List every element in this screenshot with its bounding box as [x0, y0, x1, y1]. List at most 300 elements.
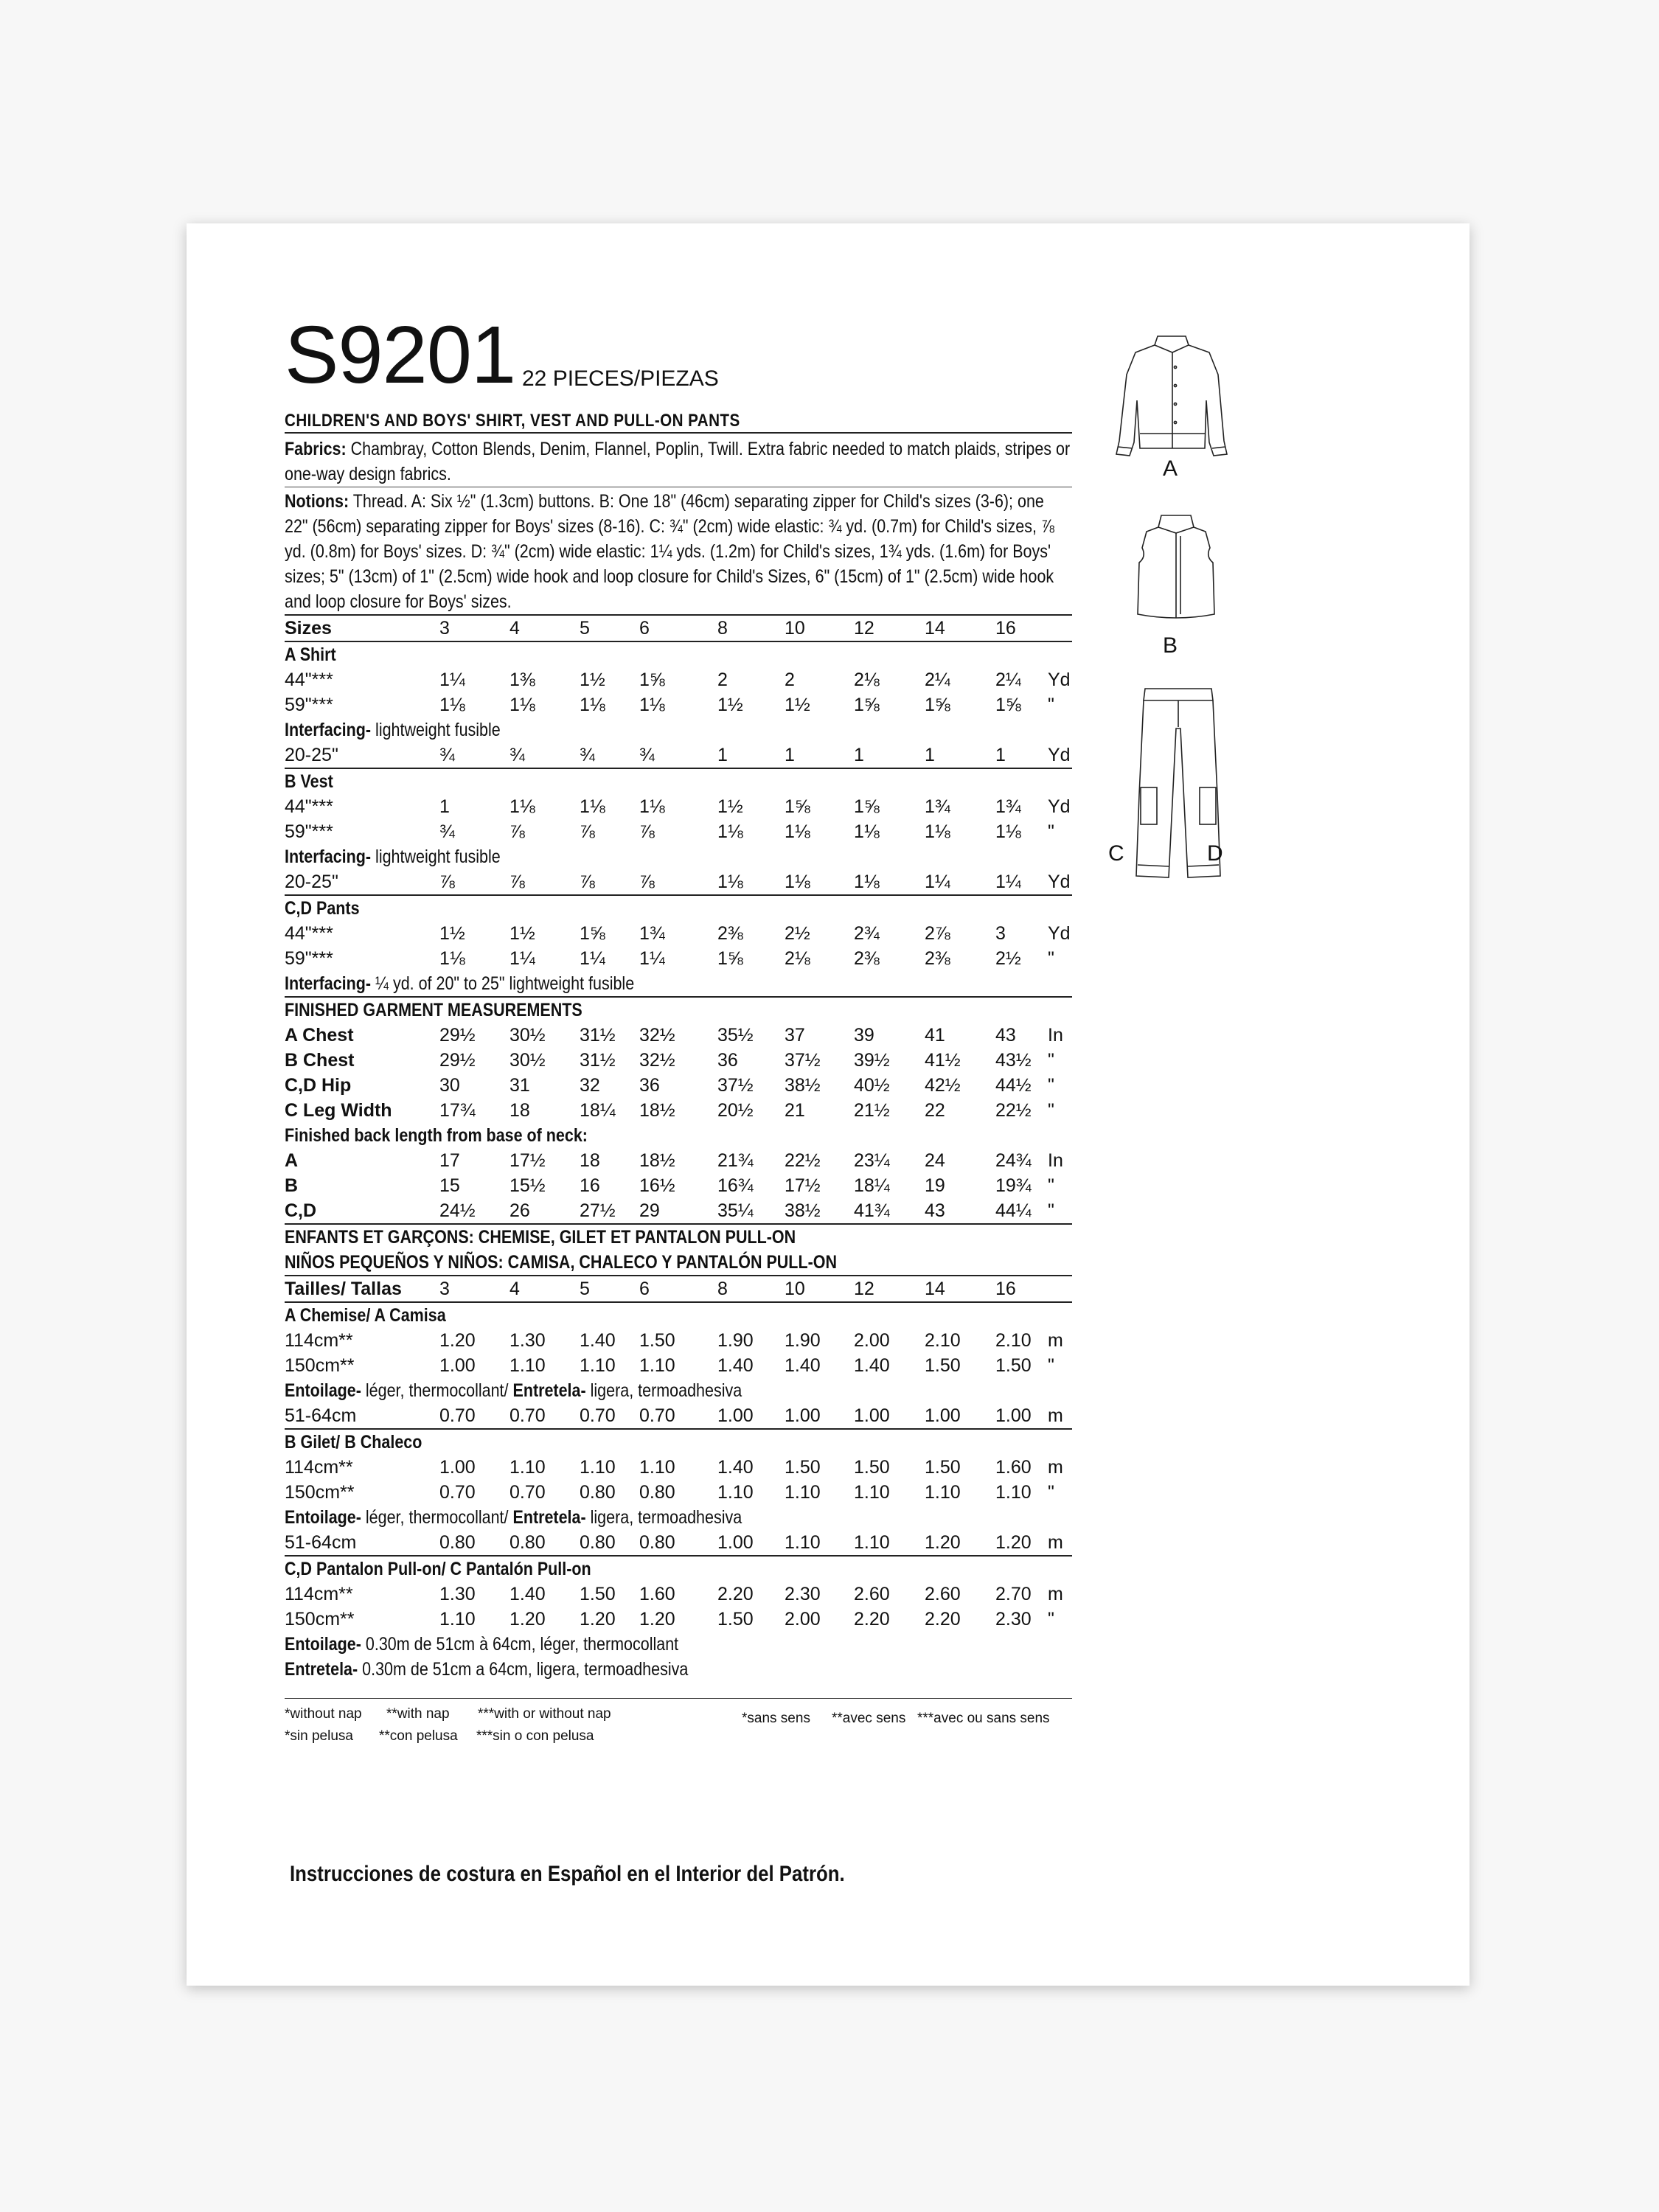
- row-value: 0.70: [580, 1405, 616, 1426]
- row-value: 2.20: [925, 1609, 961, 1630]
- metric-shirt-title: [285, 1303, 1072, 1328]
- row-value: 1.40: [785, 1355, 821, 1376]
- row-value: ¾: [439, 821, 455, 842]
- row-value: 31½: [580, 1050, 616, 1071]
- label: Interfacing-: [285, 720, 372, 740]
- row-value: 1⅛: [854, 821, 880, 842]
- row-label: 20-25": [285, 872, 338, 892]
- row-value: 1⅛: [717, 872, 743, 892]
- row-label: C Leg Width: [285, 1100, 392, 1121]
- row-value: 17½: [785, 1175, 821, 1196]
- row-value: 1⅛: [785, 821, 810, 842]
- notions-paragraph: [285, 489, 1071, 614]
- row-value: 1.00: [854, 1405, 890, 1426]
- yardage-row: [285, 946, 1072, 971]
- row-value: 1.00: [439, 1457, 476, 1478]
- footnotes: [285, 1706, 1072, 1750]
- row-label: 59"***: [285, 948, 333, 969]
- row-value: 27½: [580, 1200, 616, 1221]
- back-length-title: [285, 1123, 1072, 1148]
- row-value: 24: [925, 1150, 945, 1171]
- row-label: 44"***: [285, 923, 333, 944]
- row-value: 44¼: [995, 1200, 1032, 1221]
- row-value: 36: [717, 1050, 738, 1071]
- size-value: 16: [995, 618, 1016, 639]
- text: lightweight fusible: [371, 720, 501, 740]
- row-value: 1⅛: [925, 821, 950, 842]
- row-unit: m: [1048, 1405, 1063, 1426]
- row-value: 0.70: [509, 1482, 546, 1503]
- back-length-row: [285, 1198, 1072, 1223]
- metric-interfacing-row: [285, 1403, 1072, 1428]
- row-value: 19¾: [995, 1175, 1032, 1196]
- back-length-row: [285, 1173, 1072, 1198]
- sizes-label: Tailles/ Tallas: [285, 1279, 402, 1299]
- row-value: 2¾: [854, 923, 880, 944]
- row-value: 1.10: [785, 1482, 821, 1503]
- row-unit: ": [1048, 1200, 1054, 1221]
- row-value: 44½: [995, 1075, 1032, 1096]
- metric-pants-interfacing-es-text: [285, 1657, 688, 1682]
- row-value: 21: [785, 1100, 805, 1121]
- row-unit: Yd: [1048, 923, 1071, 944]
- metric-shirt-interfacing-line: [285, 1378, 1072, 1403]
- row-value: 31½: [580, 1025, 616, 1046]
- label: Entretela-: [512, 1507, 586, 1528]
- row-value: 1⅝: [717, 948, 743, 969]
- divider: [285, 1698, 1072, 1699]
- sizes-label: Sizes: [285, 618, 332, 639]
- row-value: 2.00: [785, 1609, 821, 1630]
- row-value: ⅞: [509, 872, 525, 892]
- shirt-section-title-text: A Shirt: [285, 644, 336, 665]
- row-value: 2½: [995, 948, 1021, 969]
- row-value: 1.90: [785, 1330, 821, 1351]
- row-value: 30: [439, 1075, 460, 1096]
- row-value: 1⅛: [639, 695, 665, 715]
- row-value: 2.10: [995, 1330, 1032, 1351]
- metric-row: [285, 1607, 1072, 1632]
- size-value: 5: [580, 618, 590, 639]
- row-value: 1.00: [439, 1355, 476, 1376]
- row-value: 1.30: [439, 1584, 476, 1604]
- row-unit: ": [1048, 1609, 1054, 1630]
- row-value: 15½: [509, 1175, 546, 1196]
- row-label: A: [285, 1150, 299, 1171]
- row-value: 1.50: [639, 1330, 675, 1351]
- yardage-row: [285, 819, 1072, 844]
- shirt-interfacing-line-text: [285, 717, 501, 742]
- row-value: 1.20: [580, 1609, 616, 1630]
- metric-row: [285, 1353, 1072, 1378]
- row-value: 24¾: [995, 1150, 1032, 1171]
- row-value: 1⅛: [509, 695, 535, 715]
- row-value: 2¼: [995, 669, 1021, 690]
- row-unit: m: [1048, 1584, 1063, 1604]
- row-value: 1½: [717, 796, 743, 817]
- notions-text: Thread. A: Six ½" (1.3cm) buttons. B: One 18" (46cm) separating zipper for Child's sizes (3-6); one 22" (56cm) separating zipper for Boys' sizes (8-16). C: ¾" (2cm) wide elastic: ¾ yd. (0.7m) for Child's sizes, ⅞ yd. (0.8m) for Boys' sizes. D: ¾" (2cm) wide elastic: 1¼ yds. (1.2m) for Child's sizes, 1¾ yds. (1.6m) for Boys' sizes; 5" (13cm) of 1" (2.5cm) wide hook and loop closure for Child's Sizes, 6" (15cm) of 1" (2.5cm) wide hook and loop closure for Boys' sizes.: [285, 491, 1054, 612]
- row-value: 1.10: [854, 1532, 890, 1553]
- row-value: 0.80: [639, 1532, 675, 1553]
- row-value: 35¼: [717, 1200, 754, 1221]
- row-value: 2.60: [925, 1584, 961, 1604]
- view-b-label: B: [1163, 633, 1178, 658]
- row-value: 1¼: [509, 948, 535, 969]
- footnote-es-2: **con pelusa: [379, 1728, 458, 1744]
- row-value: 1⅛: [509, 796, 535, 817]
- row-label: C,D: [285, 1200, 317, 1221]
- finished-measurements-title: [285, 998, 1072, 1023]
- metric-pants-interfacing-fr: [285, 1632, 1072, 1657]
- fabrics-label: Fabrics:: [285, 439, 347, 459]
- label: Entretela-: [285, 1659, 358, 1680]
- row-label: 51-64cm: [285, 1532, 357, 1553]
- row-label: 150cm**: [285, 1482, 355, 1503]
- row-value: 1½: [509, 923, 535, 944]
- row-value: 2: [717, 669, 728, 690]
- metric-interfacing-row: [285, 1530, 1072, 1555]
- row-label: 114cm**: [285, 1457, 353, 1478]
- metric-vest-title: [285, 1430, 1072, 1455]
- metric-pants-title: [285, 1557, 1072, 1582]
- row-value: 19: [925, 1175, 945, 1196]
- row-value: 18: [509, 1100, 530, 1121]
- row-value: 1½: [717, 695, 743, 715]
- row-value: 1⅝: [995, 695, 1021, 715]
- fabrics-paragraph: [285, 437, 1071, 487]
- size-value: 3: [439, 618, 450, 639]
- row-value: 32: [580, 1075, 600, 1096]
- row-value: 40½: [854, 1075, 890, 1096]
- row-value: 1⅛: [785, 872, 810, 892]
- english-yardage-tables: [285, 616, 1072, 1225]
- row-value: 1.50: [854, 1457, 890, 1478]
- label: Entoilage-: [285, 1380, 361, 1401]
- metric-pants-title-text: C,D Pantalon Pull-on/ C Pantalón Pull-on: [285, 1559, 591, 1579]
- row-value: 1.00: [925, 1405, 961, 1426]
- row-value: 2¼: [925, 669, 950, 690]
- text: léger, thermocollant/: [361, 1380, 513, 1401]
- row-value: 2.00: [854, 1330, 890, 1351]
- pieces-count: 22 PIECES/PIEZAS: [522, 366, 719, 391]
- yardage-row: [285, 921, 1072, 946]
- vest-interfacing-line-text: [285, 844, 501, 869]
- metric-row: [285, 1480, 1072, 1505]
- row-value: 1.10: [580, 1355, 616, 1376]
- interfacing-row: [285, 742, 1072, 768]
- row-unit: Yd: [1048, 745, 1071, 765]
- metric-vest-interfacing-line: [285, 1505, 1072, 1530]
- row-value: 35½: [717, 1025, 754, 1046]
- row-value: 1: [785, 745, 795, 765]
- row-value: 1⅛: [639, 796, 665, 817]
- row-value: ⅞: [639, 821, 655, 842]
- row-value: 1.20: [995, 1532, 1032, 1553]
- footnote-en-1: *without nap: [285, 1706, 362, 1722]
- row-label: B: [285, 1175, 299, 1196]
- row-value: 23¼: [854, 1150, 890, 1171]
- row-value: 1¼: [995, 872, 1021, 892]
- row-value: 1¼: [925, 872, 950, 892]
- metric-yardage-tables: [285, 1225, 1072, 1699]
- row-value: 1.50: [995, 1355, 1032, 1376]
- row-value: 1.10: [439, 1609, 476, 1630]
- row-label: 150cm**: [285, 1355, 355, 1376]
- row-value: 21½: [854, 1100, 890, 1121]
- row-value: 0.80: [580, 1532, 616, 1553]
- row-value: 1⅛: [580, 796, 605, 817]
- size-value: 4: [509, 618, 520, 639]
- row-value: 0.80: [580, 1482, 616, 1503]
- row-unit: m: [1048, 1532, 1063, 1553]
- spanish-instructions-note: [290, 1862, 935, 1887]
- row-value: 0.80: [509, 1532, 546, 1553]
- measurement-row: [285, 1048, 1072, 1073]
- yardage-row: [285, 692, 1072, 717]
- row-value: 1.20: [439, 1330, 476, 1351]
- row-value: 16¾: [717, 1175, 754, 1196]
- row-unit: ": [1048, 695, 1054, 715]
- row-value: 36: [639, 1075, 660, 1096]
- row-value: 2: [785, 669, 795, 690]
- footnote-fr-2: **avec sens: [832, 1711, 906, 1726]
- text: léger, thermocollant/: [361, 1507, 513, 1528]
- row-value: 0.70: [439, 1482, 476, 1503]
- label: Interfacing-: [285, 846, 372, 867]
- row-value: ¾: [439, 745, 455, 765]
- row-value: 0.80: [639, 1482, 675, 1503]
- row-value: 2.30: [995, 1609, 1032, 1630]
- row-value: 2.10: [925, 1330, 961, 1351]
- text: 0.30m de 51cm a 64cm, ligera, termoadhesiva: [358, 1659, 689, 1680]
- fabrics-text: Chambray, Cotton Blends, Denim, Flannel, Poplin, Twill. Extra fabric needed to match plaids, stripes or one-way design fabrics.: [285, 439, 1071, 484]
- row-label: 51-64cm: [285, 1405, 357, 1426]
- row-value: 15: [439, 1175, 460, 1196]
- metric-vest-title-text: B Gilet/ B Chaleco: [285, 1432, 422, 1453]
- metric-shirt-title-text: A Chemise/ A Camisa: [285, 1305, 446, 1326]
- row-value: 1.40: [580, 1330, 616, 1351]
- row-value: 1⅛: [995, 821, 1021, 842]
- footnote-es-1: *sin pelusa: [285, 1728, 353, 1744]
- row-value: 1¾: [639, 923, 665, 944]
- row-value: 43½: [995, 1050, 1032, 1071]
- yardage-row: [285, 794, 1072, 819]
- row-value: 1½: [785, 695, 810, 715]
- row-label: 44"***: [285, 796, 333, 817]
- row-value: 1.10: [639, 1355, 675, 1376]
- row-value: 1⅝: [785, 796, 810, 817]
- pants-interfacing-line: [285, 971, 1072, 996]
- row-value: 1⅛: [854, 872, 880, 892]
- shirt-section-title: [285, 642, 1072, 667]
- size-value: 12: [854, 618, 874, 639]
- vest-b-illustration: [1117, 511, 1235, 629]
- size-value: 14: [925, 618, 945, 639]
- row-value: ⅞: [580, 821, 595, 842]
- row-value: 41: [925, 1025, 945, 1046]
- footnote-en-2: **with nap: [386, 1706, 450, 1722]
- row-value: 1.10: [854, 1482, 890, 1503]
- row-value: 1.10: [785, 1532, 821, 1553]
- row-value: 22: [925, 1100, 945, 1121]
- row-value: 39½: [854, 1050, 890, 1071]
- row-unit: ": [1048, 1050, 1054, 1071]
- row-label: C,D Hip: [285, 1075, 352, 1096]
- row-label: 20-25": [285, 745, 338, 765]
- spanish-title-text: NIÑOS PEQUEÑOS Y NIÑOS: CAMISA, CHALECO Y PANTALÓN PULL-ON: [285, 1252, 837, 1273]
- row-value: 1: [995, 745, 1006, 765]
- row-value: 2.20: [717, 1584, 754, 1604]
- row-value: 42½: [925, 1075, 961, 1096]
- row-value: 1: [439, 796, 450, 817]
- text: 0.30m de 51cm à 64cm, léger, thermocollant: [361, 1634, 679, 1655]
- row-unit: ": [1048, 1100, 1054, 1121]
- pattern-content: [285, 310, 1072, 1750]
- row-value: 2.60: [854, 1584, 890, 1604]
- row-value: 2.30: [785, 1584, 821, 1604]
- row-value: 0.70: [509, 1405, 546, 1426]
- row-label: B Chest: [285, 1050, 355, 1071]
- row-unit: ": [1048, 821, 1054, 842]
- row-unit: m: [1048, 1457, 1063, 1478]
- label: Entoilage-: [285, 1507, 361, 1528]
- row-value: 24½: [439, 1200, 476, 1221]
- metric-sizes-header-row: [285, 1276, 1072, 1301]
- size-value: 5: [580, 1279, 590, 1299]
- row-value: 1.00: [995, 1405, 1032, 1426]
- row-value: 1.10: [925, 1482, 961, 1503]
- size-value: 14: [925, 1279, 945, 1299]
- row-value: 18½: [639, 1100, 675, 1121]
- row-unit: ": [1048, 1175, 1054, 1196]
- row-value: 37½: [717, 1075, 754, 1096]
- label: Interfacing-: [285, 973, 372, 994]
- row-value: 1: [717, 745, 728, 765]
- row-label: 114cm**: [285, 1584, 353, 1604]
- row-value: 17¾: [439, 1100, 476, 1121]
- size-value: 6: [639, 1279, 650, 1299]
- metric-row: [285, 1455, 1072, 1480]
- measurement-row: [285, 1023, 1072, 1048]
- row-value: 22½: [785, 1150, 821, 1171]
- footnote-es-3: ***sin o con pelusa: [476, 1728, 594, 1744]
- row-value: 1⅝: [639, 669, 665, 690]
- row-value: 39: [854, 1025, 874, 1046]
- row-value: 16½: [639, 1175, 675, 1196]
- size-value: 16: [995, 1279, 1016, 1299]
- row-value: 1.60: [995, 1457, 1032, 1478]
- yardage-row: [285, 667, 1072, 692]
- finished-measurements-title-text: FINISHED GARMENT MEASUREMENTS: [285, 1000, 582, 1020]
- row-value: 0.80: [439, 1532, 476, 1553]
- row-value: 2⅛: [785, 948, 810, 969]
- row-value: 31: [509, 1075, 530, 1096]
- shirt-interfacing-line: [285, 717, 1072, 742]
- row-value: 1⅝: [925, 695, 950, 715]
- row-value: 1.00: [717, 1532, 754, 1553]
- row-value: 3: [995, 923, 1006, 944]
- row-value: 1¼: [580, 948, 605, 969]
- row-value: 38½: [785, 1200, 821, 1221]
- row-value: 1⅛: [580, 695, 605, 715]
- row-label: 114cm**: [285, 1330, 353, 1351]
- row-value: 1⅝: [580, 923, 605, 944]
- row-value: 37: [785, 1025, 805, 1046]
- text: ligera, termoadhesiva: [585, 1507, 742, 1528]
- row-value: 1¾: [995, 796, 1021, 817]
- measurement-row: [285, 1073, 1072, 1098]
- row-value: 38½: [785, 1075, 821, 1096]
- pants-interfacing-line-text: [285, 971, 634, 996]
- row-value: ⅞: [580, 872, 595, 892]
- row-value: ¾: [639, 745, 655, 765]
- row-value: 32½: [639, 1050, 675, 1071]
- footnote-fr-1: *sans sens: [742, 1711, 810, 1726]
- row-value: 1⅜: [509, 669, 535, 690]
- row-value: 41½: [925, 1050, 961, 1071]
- label: Entoilage-: [285, 1634, 361, 1655]
- row-unit: m: [1048, 1330, 1063, 1351]
- spacer: [285, 1682, 1072, 1698]
- row-value: 21¾: [717, 1150, 754, 1171]
- row-value: 1: [854, 745, 864, 765]
- row-value: 41¾: [854, 1200, 890, 1221]
- row-label: 44"***: [285, 669, 333, 690]
- shirt-a-illustration: [1099, 330, 1246, 470]
- row-value: 1.40: [854, 1355, 890, 1376]
- size-value: 8: [717, 1279, 728, 1299]
- size-value: 12: [854, 1279, 874, 1299]
- sizes-header-row: [285, 616, 1072, 641]
- footnote-en-3: ***with or without nap: [478, 1706, 611, 1722]
- row-value: 1.10: [509, 1355, 546, 1376]
- measurement-row: [285, 1098, 1072, 1123]
- row-value: 18¼: [854, 1175, 890, 1196]
- row-label: 59"***: [285, 695, 333, 715]
- row-unit: ": [1048, 1355, 1054, 1376]
- row-value: 0.70: [639, 1405, 675, 1426]
- row-value: 1.20: [639, 1609, 675, 1630]
- interfacing-row: [285, 869, 1072, 894]
- row-value: 2.70: [995, 1584, 1032, 1604]
- row-value: 2⅜: [925, 948, 950, 969]
- size-value: 10: [785, 618, 805, 639]
- row-value: 1.10: [580, 1457, 616, 1478]
- view-a-label: A: [1163, 456, 1178, 481]
- row-value: 1.50: [717, 1609, 754, 1630]
- row-unit: ": [1048, 1075, 1054, 1096]
- row-value: 1.50: [580, 1584, 616, 1604]
- metric-shirt-interfacing-line-text: [285, 1378, 742, 1403]
- row-value: 20½: [717, 1100, 754, 1121]
- row-value: 1.10: [717, 1482, 754, 1503]
- row-label: 59"***: [285, 821, 333, 842]
- row-value: 1.40: [717, 1457, 754, 1478]
- row-value: 1⅛: [439, 948, 465, 969]
- row-value: 1.50: [925, 1355, 961, 1376]
- text: lightweight fusible: [371, 846, 501, 867]
- row-value: 1.30: [509, 1330, 546, 1351]
- row-value: 18¼: [580, 1100, 616, 1121]
- row-value: 22½: [995, 1100, 1032, 1121]
- vest-section-title-text: B Vest: [285, 771, 333, 792]
- metric-vest-interfacing-line-text: [285, 1505, 742, 1530]
- notions-label: Notions:: [285, 491, 349, 512]
- row-value: 29½: [439, 1025, 476, 1046]
- size-value: 3: [439, 1279, 450, 1299]
- row-value: 1¾: [925, 796, 950, 817]
- pattern-title-text: CHILDREN'S AND BOYS' SHIRT, VEST AND PULL-ON PANTS: [285, 411, 740, 431]
